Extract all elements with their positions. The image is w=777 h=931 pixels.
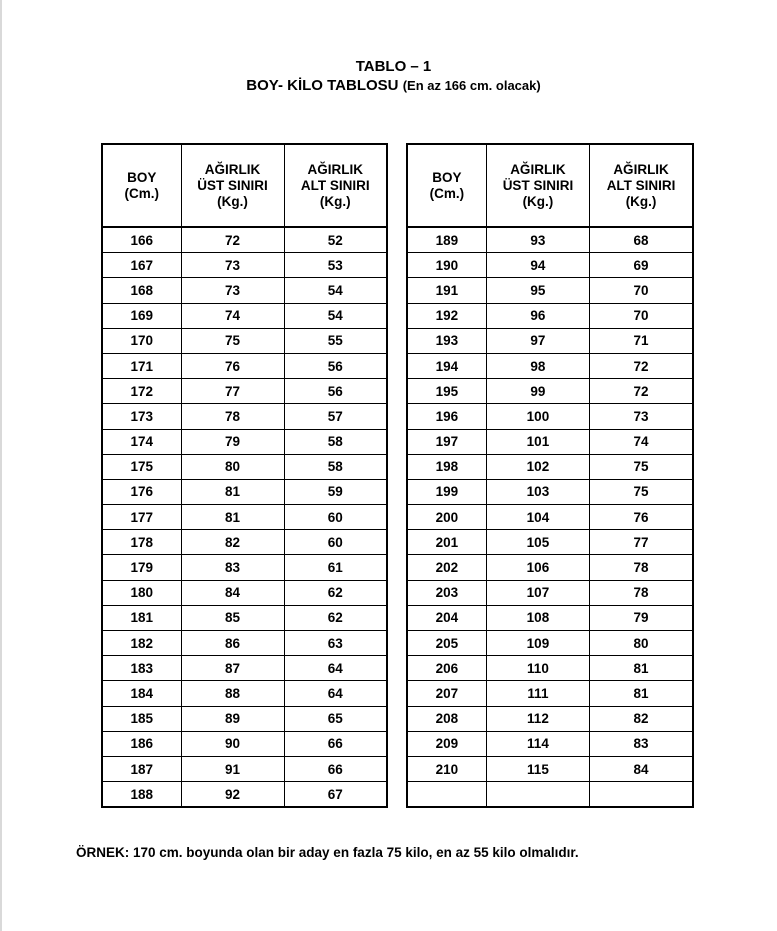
- cell-weight-lower: 75: [590, 454, 693, 479]
- cell-weight-lower: 78: [590, 580, 693, 605]
- cell-weight-lower: 78: [590, 555, 693, 580]
- header-line: ÜST SINIRI: [502, 177, 574, 193]
- table-row: [102, 429, 387, 454]
- cell-weight-upper: 83: [181, 555, 284, 580]
- cell-weight-lower: 69: [590, 253, 693, 278]
- header-upper-limit: [181, 144, 284, 227]
- cell-weight-upper: 92: [181, 782, 284, 808]
- cell-height: 191: [407, 278, 486, 303]
- cell-weight-lower: 72: [590, 379, 693, 404]
- table-row: [407, 253, 693, 278]
- header-lower-limit: [590, 144, 693, 227]
- example-note: ÖRNEK: 170 cm. boyunda olan bir aday en fazla 75 kilo, en az 55 kilo olmalıdır.: [76, 845, 579, 860]
- cell-weight-upper: 77: [181, 379, 284, 404]
- header-line: BOY: [432, 169, 462, 185]
- cell-height: 200: [407, 505, 486, 530]
- cell-weight-lower: 71: [590, 328, 693, 353]
- cell-weight-lower: 63: [284, 631, 387, 656]
- cell-height: 206: [407, 656, 486, 681]
- cell-height: 189: [407, 227, 486, 253]
- cell-weight-upper: 82: [181, 530, 284, 555]
- header-line: AĞIRLIK: [204, 161, 261, 177]
- cell-weight-upper: 115: [486, 756, 589, 781]
- cell-height: 198: [407, 454, 486, 479]
- cell-weight-lower: 74: [590, 429, 693, 454]
- table-row: [102, 278, 387, 303]
- cell-height: 184: [102, 681, 181, 706]
- cell-weight-upper: 95: [486, 278, 589, 303]
- cell-height: 190: [407, 253, 486, 278]
- cell-weight-upper: 108: [486, 605, 589, 630]
- table-row: [407, 379, 693, 404]
- cell-weight-lower: 57: [284, 404, 387, 429]
- cell-weight-lower: 68: [590, 227, 693, 253]
- header-line: (Kg.): [522, 193, 554, 209]
- cell-height: 208: [407, 706, 486, 731]
- cell-weight-upper: 79: [181, 429, 284, 454]
- subtitle-main: BOY- KİLO TABLOSU: [246, 77, 399, 94]
- cell-height: 201: [407, 530, 486, 555]
- cell-height: 196: [407, 404, 486, 429]
- height-weight-table-right: [406, 143, 694, 808]
- cell-weight-upper: 81: [181, 505, 284, 530]
- header-line: (Kg.): [217, 193, 248, 209]
- table-row: [102, 706, 387, 731]
- table-body-left: [102, 227, 387, 807]
- subtitle-note: (En az 166 cm. olacak): [402, 78, 541, 93]
- cell-height: 202: [407, 555, 486, 580]
- table-row: [102, 580, 387, 605]
- cell-height: 195: [407, 379, 486, 404]
- cell-weight-lower: 81: [590, 656, 693, 681]
- cell-weight-upper: 73: [181, 253, 284, 278]
- cell-weight-lower: 66: [284, 756, 387, 781]
- cell-height: 168: [102, 278, 181, 303]
- table-row: [407, 631, 693, 656]
- cell-weight-lower: 54: [284, 278, 387, 303]
- cell-weight-lower: 83: [590, 731, 693, 756]
- header-lower-limit: [284, 144, 387, 227]
- cell-weight-upper: 98: [486, 353, 589, 378]
- header-line: ALT SINIRI: [606, 177, 676, 193]
- table-row: [102, 731, 387, 756]
- table-row: [407, 706, 693, 731]
- cell-weight-upper: 102: [486, 454, 589, 479]
- cell-height: 183: [102, 656, 181, 681]
- cell-weight-upper: 101: [486, 429, 589, 454]
- cell-height: 186: [102, 731, 181, 756]
- cell-weight-upper: 105: [486, 530, 589, 555]
- cell-weight-upper: 94: [486, 253, 589, 278]
- table-row: [407, 505, 693, 530]
- table-row: [407, 782, 693, 808]
- cell-weight-upper: 86: [181, 631, 284, 656]
- cell-weight-lower: 54: [284, 303, 387, 328]
- header-line: (Kg.): [319, 193, 351, 209]
- cell-height: 199: [407, 479, 486, 504]
- cell-weight-upper: 106: [486, 555, 589, 580]
- cell-weight-lower: 62: [284, 580, 387, 605]
- cell-weight-lower: 82: [590, 706, 693, 731]
- table-row: [102, 479, 387, 504]
- cell-weight-upper: [486, 782, 589, 808]
- cell-weight-lower: 53: [284, 253, 387, 278]
- cell-height: 174: [102, 429, 181, 454]
- cell-weight-upper: 107: [486, 580, 589, 605]
- header-line: (Cm.): [124, 185, 159, 201]
- table-subtitle: [5, 77, 777, 94]
- cell-weight-upper: 81: [181, 479, 284, 504]
- cell-weight-upper: 112: [486, 706, 589, 731]
- table-row: [102, 530, 387, 555]
- cell-weight-lower: 65: [284, 706, 387, 731]
- cell-weight-upper: 90: [181, 731, 284, 756]
- cell-weight-upper: 85: [181, 605, 284, 630]
- header-row: [407, 144, 693, 227]
- cell-height: 178: [102, 530, 181, 555]
- cell-weight-upper: 104: [486, 505, 589, 530]
- cell-height: 182: [102, 631, 181, 656]
- cell-weight-lower: 56: [284, 379, 387, 404]
- cell-height: 205: [407, 631, 486, 656]
- cell-weight-upper: 74: [181, 303, 284, 328]
- table-row: [407, 656, 693, 681]
- cell-weight-lower: 61: [284, 555, 387, 580]
- cell-height: 210: [407, 756, 486, 781]
- cell-height: 176: [102, 479, 181, 504]
- cell-height: [407, 782, 486, 808]
- header-line: BOY: [127, 169, 157, 185]
- table-row: [407, 227, 693, 253]
- table-row: [102, 656, 387, 681]
- header-line: AĞIRLIK: [307, 161, 363, 177]
- table-row: [407, 605, 693, 630]
- cell-weight-lower: 79: [590, 605, 693, 630]
- table-title: TABLO – 1: [355, 58, 432, 75]
- cell-weight-upper: 73: [181, 278, 284, 303]
- cell-weight-lower: 73: [590, 404, 693, 429]
- cell-weight-lower: 60: [284, 530, 387, 555]
- cell-weight-lower: 67: [284, 782, 387, 808]
- cell-height: 203: [407, 580, 486, 605]
- cell-weight-lower: 60: [284, 505, 387, 530]
- height-weight-table-left: [101, 143, 388, 808]
- cell-height: 172: [102, 379, 181, 404]
- cell-weight-lower: 81: [590, 681, 693, 706]
- cell-height: 185: [102, 706, 181, 731]
- table-row: [407, 555, 693, 580]
- table-row: [102, 782, 387, 808]
- cell-height: 180: [102, 580, 181, 605]
- cell-weight-upper: 80: [181, 454, 284, 479]
- cell-height: 179: [102, 555, 181, 580]
- cell-height: 170: [102, 328, 181, 353]
- table-row: [102, 404, 387, 429]
- cell-weight-upper: 100: [486, 404, 589, 429]
- cell-weight-upper: 72: [181, 227, 284, 253]
- cell-weight-upper: 78: [181, 404, 284, 429]
- header-boy: [102, 144, 181, 227]
- cell-weight-lower: 55: [284, 328, 387, 353]
- header-boy: [407, 144, 486, 227]
- table-row: [102, 605, 387, 630]
- cell-height: 167: [102, 253, 181, 278]
- table-row: [407, 454, 693, 479]
- cell-weight-lower: 72: [590, 353, 693, 378]
- table-row: [407, 731, 693, 756]
- cell-height: 171: [102, 353, 181, 378]
- cell-weight-upper: 76: [181, 353, 284, 378]
- cell-height: 187: [102, 756, 181, 781]
- table-row: [407, 353, 693, 378]
- cell-weight-upper: 75: [181, 328, 284, 353]
- cell-height: 181: [102, 605, 181, 630]
- cell-weight-upper: 96: [486, 303, 589, 328]
- cell-height: 175: [102, 454, 181, 479]
- cell-weight-upper: 103: [486, 479, 589, 504]
- header-line: ÜST SINIRI: [197, 177, 268, 193]
- cell-height: 197: [407, 429, 486, 454]
- cell-weight-lower: 64: [284, 656, 387, 681]
- cell-weight-lower: 56: [284, 353, 387, 378]
- cell-height: 173: [102, 404, 181, 429]
- table-row: [407, 429, 693, 454]
- table-row: [102, 756, 387, 781]
- table-row: [102, 303, 387, 328]
- cell-weight-lower: 84: [590, 756, 693, 781]
- header-line: (Kg.): [625, 193, 657, 209]
- cell-weight-lower: 59: [284, 479, 387, 504]
- header-line: AĞIRLIK: [613, 161, 669, 177]
- cell-weight-upper: 84: [181, 580, 284, 605]
- table-row: [407, 303, 693, 328]
- table-row: [407, 681, 693, 706]
- cell-weight-upper: 99: [486, 379, 589, 404]
- header-line: ALT SINIRI: [300, 177, 370, 193]
- cell-weight-upper: 111: [486, 681, 589, 706]
- cell-weight-lower: 62: [284, 605, 387, 630]
- cell-weight-upper: 97: [486, 328, 589, 353]
- table-row: [102, 454, 387, 479]
- header-row: [102, 144, 387, 227]
- header-line: AĞIRLIK: [510, 161, 566, 177]
- table-row: [102, 631, 387, 656]
- cell-height: 209: [407, 731, 486, 756]
- cell-height: 207: [407, 681, 486, 706]
- cell-weight-lower: [590, 782, 693, 808]
- cell-weight-upper: 89: [181, 706, 284, 731]
- table-row: [407, 404, 693, 429]
- table-row: [407, 278, 693, 303]
- table-row: [407, 756, 693, 781]
- cell-weight-upper: 109: [486, 631, 589, 656]
- table-body-right: [407, 227, 693, 807]
- cell-weight-lower: 58: [284, 454, 387, 479]
- cell-weight-upper: 114: [486, 731, 589, 756]
- cell-weight-upper: 110: [486, 656, 589, 681]
- cell-weight-upper: 88: [181, 681, 284, 706]
- cell-weight-upper: 87: [181, 656, 284, 681]
- table-row: [407, 479, 693, 504]
- header-upper-limit: [486, 144, 589, 227]
- cell-height: 177: [102, 505, 181, 530]
- cell-height: 204: [407, 605, 486, 630]
- cell-weight-upper: 93: [486, 227, 589, 253]
- cell-weight-lower: 70: [590, 278, 693, 303]
- cell-height: 192: [407, 303, 486, 328]
- table-row: [102, 681, 387, 706]
- cell-weight-lower: 58: [284, 429, 387, 454]
- table-row: [407, 530, 693, 555]
- cell-height: 166: [102, 227, 181, 253]
- cell-height: 188: [102, 782, 181, 808]
- table-row: [102, 227, 387, 253]
- table-row: [102, 505, 387, 530]
- cell-weight-upper: 91: [181, 756, 284, 781]
- cell-weight-lower: 66: [284, 731, 387, 756]
- cell-weight-lower: 80: [590, 631, 693, 656]
- page-edge: [0, 0, 2, 931]
- cell-weight-lower: 77: [590, 530, 693, 555]
- cell-weight-lower: 64: [284, 681, 387, 706]
- cell-height: 169: [102, 303, 181, 328]
- table-row: [407, 328, 693, 353]
- cell-weight-lower: 75: [590, 479, 693, 504]
- cell-height: 194: [407, 353, 486, 378]
- table-row: [102, 555, 387, 580]
- cell-weight-lower: 52: [284, 227, 387, 253]
- table-row: [407, 580, 693, 605]
- cell-weight-lower: 76: [590, 505, 693, 530]
- table-row: [102, 253, 387, 278]
- header-line: (Cm.): [429, 185, 465, 201]
- table-row: [102, 353, 387, 378]
- table-row: [102, 379, 387, 404]
- cell-weight-lower: 70: [590, 303, 693, 328]
- table-row: [102, 328, 387, 353]
- cell-height: 193: [407, 328, 486, 353]
